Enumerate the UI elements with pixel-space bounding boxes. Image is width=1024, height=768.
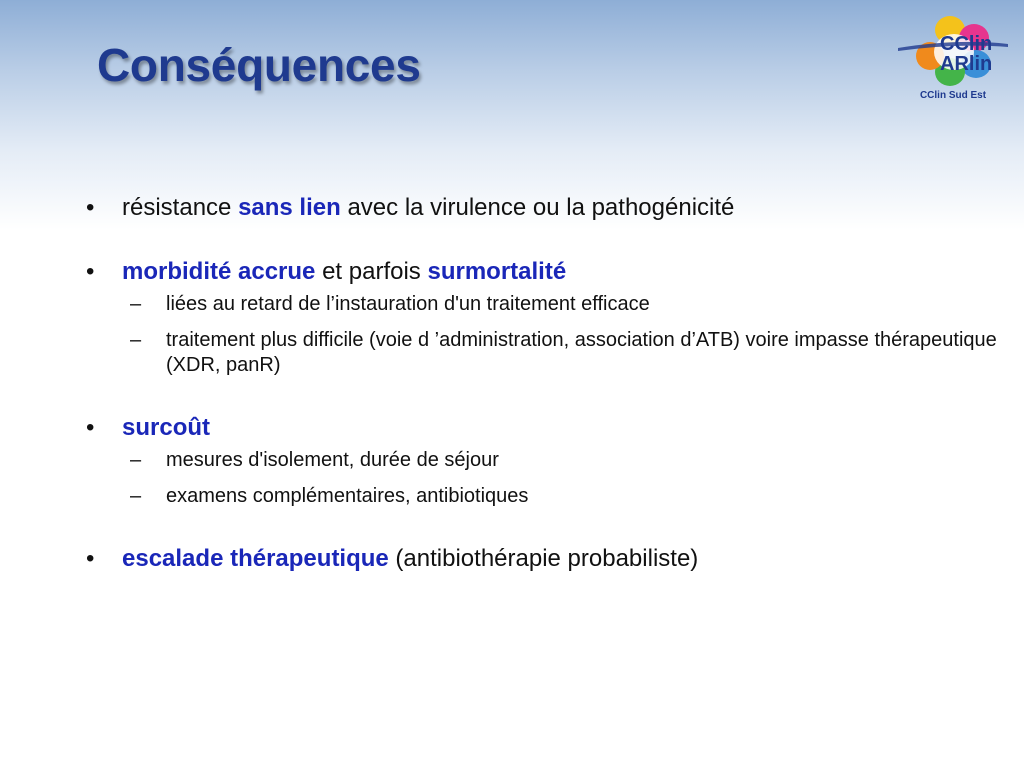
bullet-item [86,543,1006,575]
sub-marker: – [130,293,142,315]
bullet-text: et parfois [315,258,428,285]
sub-text: traitement plus difficile (voie d ’administration, association d’ATB) voire impasse thérapeutique (XDR, panR) [166,329,997,376]
sub-list [122,448,1006,509]
bullet-item [86,256,1006,378]
sub-item [86,328,1006,378]
bullet-item [86,412,1006,509]
bullet-marker: • [86,414,95,441]
slide-title: Conséquences [97,39,421,91]
sub-list [122,292,1006,378]
bullet-item [86,192,1006,224]
logo-bottom-text: ARlin [940,53,993,75]
bullet-marker: • [86,194,95,221]
sub-marker: – [130,329,142,351]
sub-item [86,484,1006,509]
bullet-highlight: morbidité accrue [122,258,316,285]
bullet-highlight: escalade thérapeutique [122,545,389,572]
bullet-list [86,192,1006,575]
logo-caption: CClin Sud Est [919,90,987,101]
bullet-text: avec la virulence ou la pathogénicité [340,194,735,221]
sub-item [86,292,1006,317]
bullet-marker: • [86,545,95,572]
bullet-marker: • [86,258,95,285]
sub-marker: – [130,449,142,471]
bullet-highlight: surmortalité [427,258,567,285]
bullet-text: résistance [122,194,239,221]
cclin-logo [894,8,1012,104]
sub-text: mesures d'isolement, durée de séjour [166,449,499,471]
sub-text: examens complémentaires, antibiotiques [166,485,529,507]
logo-flower-icon [894,8,1012,104]
sub-text: liées au retard de l’instauration d'un traitement efficace [166,293,650,315]
logo-top-text: CClin [940,33,993,55]
bullet-highlight: sans lien [238,194,341,221]
sub-marker: – [130,485,142,507]
bullet-highlight: surcoût [122,414,211,441]
sub-item [86,448,1006,473]
bullet-text: (antibiothérapie probabiliste) [388,545,699,572]
